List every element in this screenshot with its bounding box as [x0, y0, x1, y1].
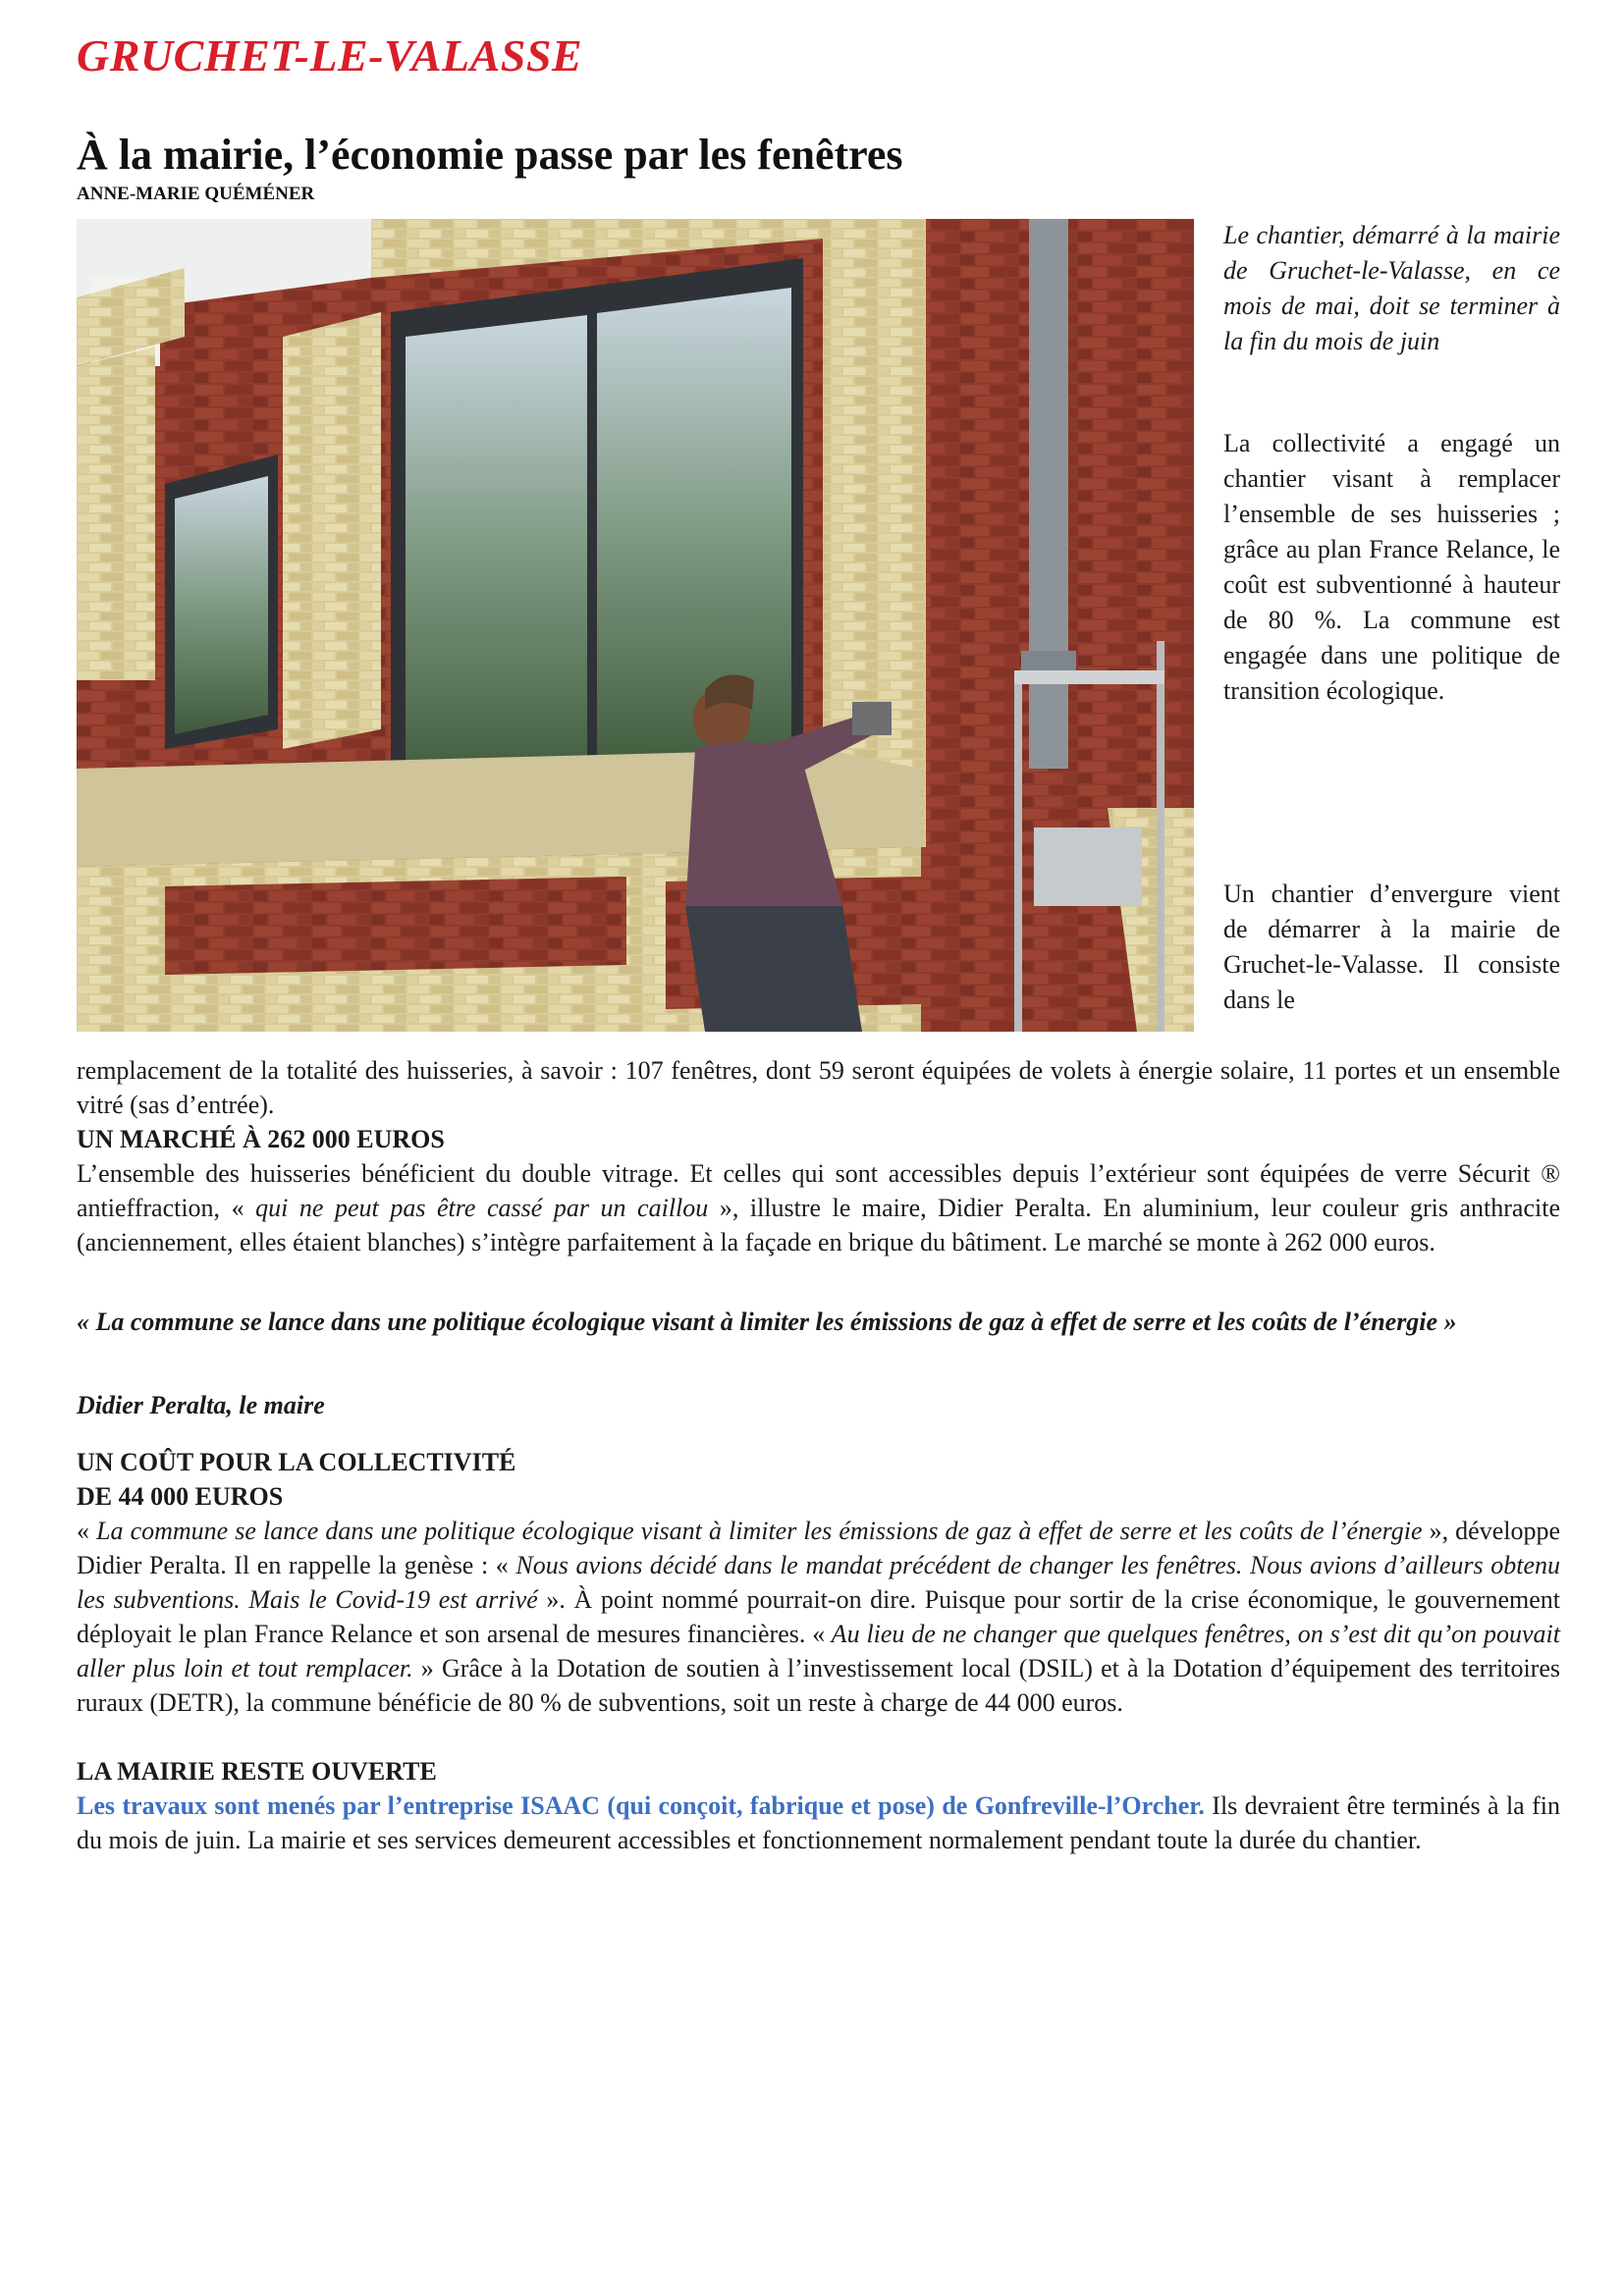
- photo-illustration: [77, 219, 1194, 1032]
- cost-text-1: «: [77, 1517, 89, 1545]
- headline: À la mairie, l’économie passe par les fenêtres: [77, 131, 903, 179]
- cost-quote-3: Au lieu de ne changer que quelques fenêtres, on s’est dit qu’on pouvait aller plus loin et tout remplacer.: [77, 1620, 1560, 1682]
- works-text: Ils devraient être terminés à la fin du mois de juin. La mairie et ses services demeurent accessibles et fonctionnement normalement pendant toute la durée du chantier.: [77, 1791, 1560, 1854]
- byline: ANNE-MARIE QUÉMÉNER: [77, 184, 315, 204]
- pull-quote-author: Didier Peralta, le maire: [77, 1391, 325, 1419]
- cost-quote-1: La commune se lance dans une politique écologique visant à limiter les émissions de gaz à effet de serre et les coûts de l’énergie: [89, 1517, 1430, 1545]
- subheading-cost-line-1: UN COÛT POUR LA COLLECTIVITÉ: [77, 1448, 516, 1476]
- works-highlight: Les travaux sont menés par l’entreprise ISAAC (qui conçoit, fabrique et pose) de Gonfreville-l’Orcher.: [77, 1791, 1205, 1820]
- subheading-open: LA MAIRIE RESTE OUVERTE: [77, 1757, 437, 1786]
- market-paragraph: [77, 1156, 1560, 1259]
- intro-paragraph-continued: remplacement de la totalité des huisseries, à savoir : 107 fenêtres, dont 59 seront équipées de volets à énergie solaire, 11 portes et un ensemble vitré (sas d’entrée).: [77, 1056, 1560, 1119]
- cost-paragraph: [77, 1514, 1560, 1720]
- market-text-2: », illustre le maire, Didier Peralta. En aluminium, leur couleur gris anthracite (anciennement, elles étaient blanches) s’intègre parfaitement à la façade en brique du bâtiment. Le marché se monte à 262 000 euros.: [77, 1194, 1560, 1256]
- works-paragraph: [77, 1789, 1560, 1857]
- section-title: GRUCHET-LE-VALASSE: [77, 30, 583, 80]
- cost-text-3: ». À point nommé pourrait-on dire. Puisque pour sortir de la crise économique, le gouvernement déployait le plan France Relance et son arsenal de mesures financières. «: [77, 1585, 1560, 1648]
- cost-text-4: » Grâce à la Dotation de soutien à l’investissement local (DSIL) et à la Dotation d’équipement des territoires ruraux (DETR), la commune bénéficie de 80 % de subventions, soit un reste à charge de 44 000 euros.: [77, 1654, 1560, 1717]
- intro-paragraph-start: Un chantier d’envergure vient de démarrer à la mairie de Gruchet-le-Valasse. Il consiste dans le: [1223, 880, 1560, 1014]
- photo-caption: Le chantier, démarré à la mairie de Gruchet-le-Valasse, en ce mois de mai, doit se terminer à la fin du mois de juin: [1223, 221, 1560, 355]
- cost-quote-2: Nous avions décidé dans le mandat précédent de changer les fenêtres. Nous avions d’ailleurs obtenu les subventions. Mais le Covid-19 est arrivé: [77, 1551, 1560, 1614]
- pull-quote: « La commune se lance dans une politique écologique visant à limiter les émissions de gaz à effet de serre et les coûts de l’énergie »: [77, 1308, 1457, 1336]
- subheading-market: UN MARCHÉ À 262 000 EUROS: [77, 1125, 445, 1153]
- article-photo: [77, 219, 1194, 1032]
- article-lede: La collectivité a engagé un chantier visant à remplacer l’ensemble de ses huisseries ; grâce au plan France Relance, le coût est subventionné à hauteur de 80 %. La commune est engagée dans une politique de transition écologique.: [1223, 429, 1560, 705]
- market-quote: qui ne peut pas être cassé par un caillou: [244, 1194, 720, 1222]
- market-text-1: L’ensemble des huisseries bénéficient du double vitrage. Et celles qui sont accessibles depuis l’extérieur sont équipées de verre Sécurit ® antieffraction, «: [77, 1159, 1560, 1222]
- subheading-cost-line-2: DE 44 000 EUROS: [77, 1482, 284, 1511]
- subheading-cost: [77, 1445, 1560, 1514]
- cost-text-2: », développe Didier Peralta. Il en rappelle la genèse : «: [77, 1517, 1561, 1579]
